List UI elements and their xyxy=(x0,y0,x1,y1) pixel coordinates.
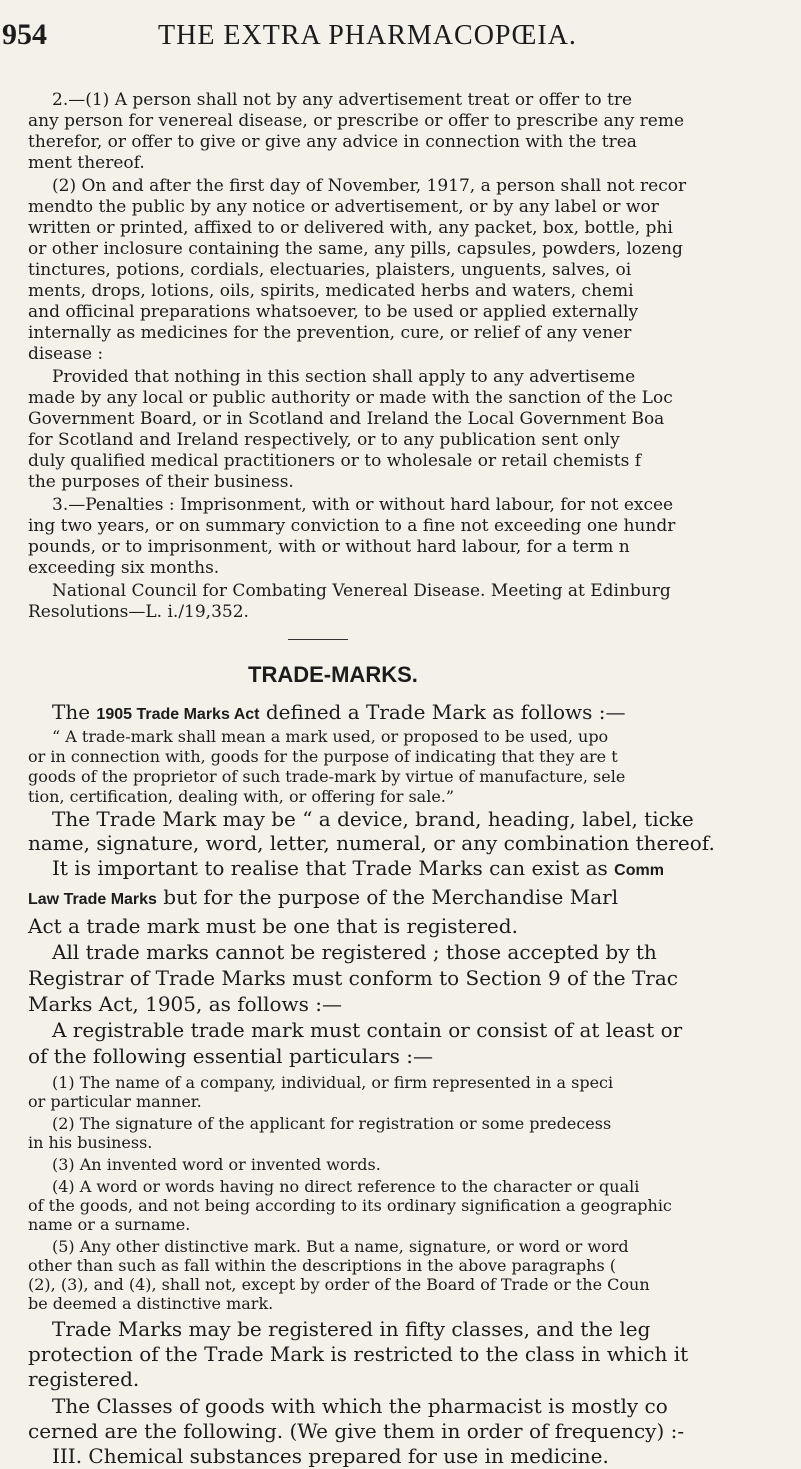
text-line: ment thereof. xyxy=(28,153,145,173)
text-line: in his business. xyxy=(28,1133,153,1152)
text-line: the purposes of their business. xyxy=(28,472,294,492)
text-line: or particular manner. xyxy=(28,1092,202,1111)
text-line: duly qualified medical practitioners or to wholesale or retail chemists f xyxy=(28,451,641,471)
common-law-bold: Law Trade Marks xyxy=(28,891,157,908)
text-line: III. Chemical substances prepared for use in medicine. xyxy=(52,1444,609,1468)
text-line: (1) The name of a company, individual, or firm represented in a speci xyxy=(52,1073,614,1092)
text-line: disease : xyxy=(28,344,104,364)
running-title: THE EXTRA PHARMACOPŒIA. xyxy=(158,20,577,51)
particulars-list xyxy=(28,1073,801,1313)
paragraph-definition-quote xyxy=(28,727,801,807)
paragraph-proviso xyxy=(28,367,801,493)
text-line: therefor, or offer to give or give any advice in connection with the trea xyxy=(28,132,637,152)
text-line xyxy=(28,700,801,727)
paragraph-definition-intro xyxy=(28,700,801,727)
text-line: cerned are the following. (We give them in order of frequency) :- xyxy=(28,1419,685,1443)
intro-pre: The xyxy=(52,700,97,724)
list-item xyxy=(28,1237,801,1313)
text-line: registered. xyxy=(28,1367,140,1391)
list-item xyxy=(28,1177,801,1234)
page-body xyxy=(28,90,801,1469)
text-line: any person for venereal disease, or prescribe or offer to prescribe any reme xyxy=(28,111,685,131)
text-line: of the following essential particulars :— xyxy=(28,1044,433,1068)
list-item xyxy=(28,1114,801,1152)
intro-post: defined a Trade Mark as follows :— xyxy=(259,700,626,724)
text-line: “ A trade-mark shall mean a mark used, or proposed to be used, upo xyxy=(52,727,609,746)
section-title: TRADE-MARKS. xyxy=(248,662,418,687)
act-name: 1905 Trade Marks Act xyxy=(96,706,260,723)
text-line: be deemed a distinctive mark. xyxy=(28,1294,274,1313)
list-item xyxy=(28,1073,801,1111)
text-line: National Council for Combating Venereal Disease. Meeting at Edinburg xyxy=(52,581,671,601)
text-line: mendto the public by any notice or advertisement, or by any label or wor xyxy=(28,197,659,217)
section-divider xyxy=(288,639,348,640)
paragraph-common-law xyxy=(28,855,801,939)
text-line: goods of the proprietor of such trade-mark by virtue of manufacture, sele xyxy=(28,767,626,786)
text-line: ments, drops, lotions, oils, spirits, medicated herbs and waters, chemi xyxy=(28,281,634,301)
text-line: (2) On and after the first day of November, 1917, a person shall not recor xyxy=(52,176,687,196)
text-line: All trade marks cannot be registered ; those accepted by th xyxy=(52,940,657,964)
text-line xyxy=(28,884,801,913)
text-line: internally as medicines for the prevention, cure, or relief of any vener xyxy=(28,323,632,343)
text-line: protection of the Trade Mark is restricted to the class in which it xyxy=(28,1342,689,1366)
paragraph-section-3 xyxy=(28,495,801,579)
text-line: Government Board, or in Scotland and Ireland the Local Government Boa xyxy=(28,409,665,429)
common-law-pre: It is important to realise that Trade Marks can exist as xyxy=(52,856,615,880)
text-line: name or a surname. xyxy=(28,1215,191,1234)
text-line: and officinal preparations whatsoever, to be used or applied externally xyxy=(28,302,639,322)
text-line: A registrable trade mark must contain or consist of at least or xyxy=(52,1018,683,1042)
text-line: written or printed, affixed to or delivered with, any packet, box, bottle, phi xyxy=(28,218,673,238)
paragraph-classes xyxy=(28,1317,801,1392)
text-line: Resolutions—L. i./19,352. xyxy=(28,602,249,622)
text-line: (3) An invented word or invented words. xyxy=(52,1155,381,1174)
paragraph-goods xyxy=(28,1394,801,1469)
text-line: tion, certification, dealing with, or offering for sale.” xyxy=(28,787,455,806)
text-line: Registrar of Trade Marks must conform to Section 9 of the Trac xyxy=(28,966,678,990)
text-line: (2), (3), and (4), shall not, except by order of the Board of Trade or the Coun xyxy=(28,1275,650,1294)
text-line: of the goods, and not being according to its ordinary signification a geographic xyxy=(28,1196,672,1215)
text-line: made by any local or public authority or made with the sanction of the Loc xyxy=(28,388,673,408)
text-line: name, signature, word, letter, numeral, or any combination thereof. xyxy=(28,831,715,855)
paragraph-registration xyxy=(28,939,801,1017)
text-line: tinctures, potions, cordials, electuaries, plaisters, unguents, salves, oi xyxy=(28,260,632,280)
text-line: other than such as fall within the descriptions in the above paragraphs ( xyxy=(28,1256,617,1275)
text-line: 2.—(1) A person shall not by any advertisement treat or offer to tre xyxy=(52,90,633,110)
text-line: for Scotland and Ireland respectively, or to any publication sent only xyxy=(28,430,620,450)
text-line: Marks Act, 1905, as follows :— xyxy=(28,992,343,1016)
common-law-rest: but for the purpose of the Merchandise Marl xyxy=(156,885,619,909)
paragraph-device xyxy=(28,807,801,855)
page-number: 954 xyxy=(2,18,47,51)
paragraph-section-2-2 xyxy=(28,176,801,365)
paragraph-section-2-1 xyxy=(28,90,801,174)
text-line: ing two years, or on summary conviction to a fine not exceeding one hundr xyxy=(28,516,676,536)
text-line: (2) The signature of the applicant for registration or some predecess xyxy=(52,1114,612,1133)
text-line: pounds, or to imprisonment, with or without hard labour, for a term n xyxy=(28,537,630,557)
text-line: (4) A word or words having no direct reference to the character or quali xyxy=(52,1177,640,1196)
text-line: Act a trade mark must be one that is registered. xyxy=(28,914,518,938)
text-line xyxy=(28,855,801,884)
paragraph-council-note xyxy=(28,581,801,623)
text-line: Trade Marks may be registered in fifty classes, and the leg xyxy=(52,1317,651,1341)
text-line: The Classes of goods with which the pharmacist is mostly co xyxy=(52,1394,668,1418)
text-line: (5) Any other distinctive mark. But a name, signature, or word or word xyxy=(52,1237,629,1256)
text-line: Provided that nothing in this section shall apply to any advertiseme xyxy=(52,367,636,387)
text-line: or in connection with, goods for the purpose of indicating that they are t xyxy=(28,747,618,766)
text-line: or other inclosure containing the same, any pills, capsules, powders, lozeng xyxy=(28,239,683,259)
paragraph-registrable xyxy=(28,1017,801,1069)
list-item xyxy=(28,1155,801,1174)
text-line: 3.—Penalties : Imprisonment, with or without hard labour, for not excee xyxy=(52,495,674,515)
page-header xyxy=(0,18,801,58)
common-law-bold: Comm xyxy=(614,862,664,879)
text-line: exceeding six months. xyxy=(28,558,220,578)
text-line: The Trade Mark may be “ a device, brand, heading, label, ticke xyxy=(52,807,694,831)
